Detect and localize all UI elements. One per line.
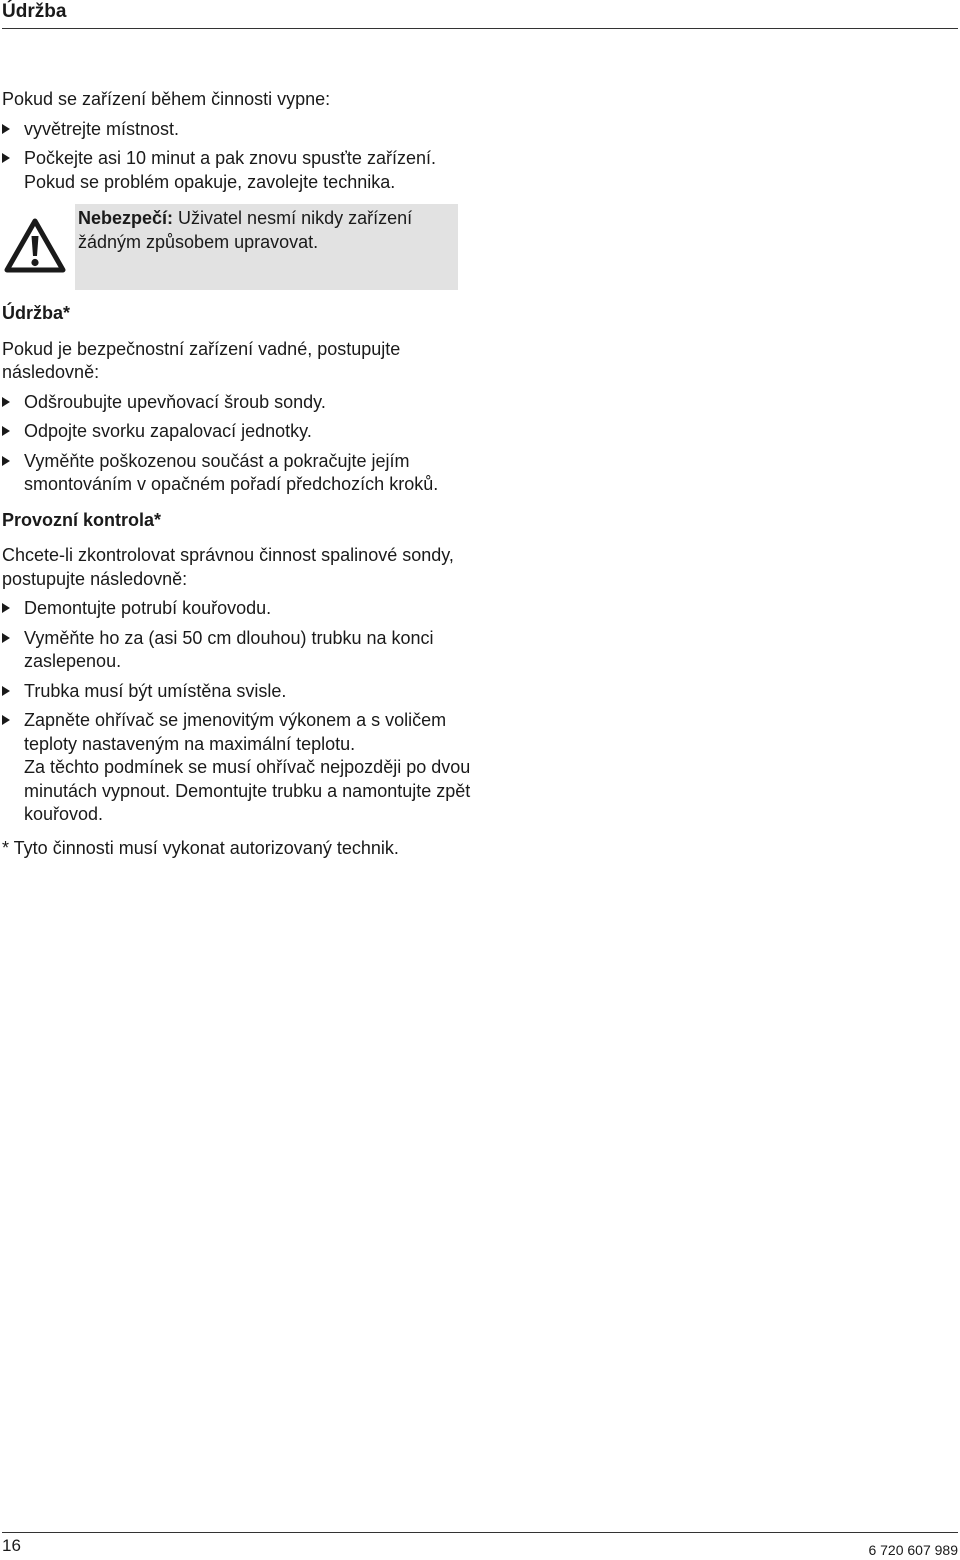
- list-item-text: Odpojte svorku zapalovací jednotky.: [24, 421, 312, 441]
- bullet-arrow-icon: [2, 686, 10, 696]
- danger-label: Nebezpečí:: [78, 208, 174, 228]
- page-content: [2, 88, 472, 860]
- list-item: [2, 597, 472, 621]
- list-item-text: Demontujte potrubí kouřovodu.: [24, 598, 272, 618]
- list-item-text: Trubka musí být umístěna svisle.: [24, 680, 287, 701]
- bullet-arrow-icon: [2, 124, 10, 134]
- list-item: [2, 450, 472, 497]
- list-item-text: Vyměňte poškozenou součást a pokračujte jejím smontováním v opačném pořadí předchozích kroků.: [24, 450, 439, 494]
- shutdown-intro: Pokud se zařízení během činnosti vypne:: [2, 89, 331, 109]
- footnote: * Tyto činnosti musí vykonat autorizovaný technik.: [2, 837, 399, 858]
- page-footer: [2, 1532, 958, 1560]
- list-item: [2, 118, 472, 142]
- bullet-arrow-icon: [2, 456, 10, 466]
- list-item: [2, 147, 472, 194]
- bullet-arrow-icon: [2, 426, 10, 436]
- list-item-text: Počkejte asi 10 minut a pak znovu spusťte zařízení. Pokud se problém opakuje, zavolejte technika.: [24, 148, 436, 192]
- list-item: [2, 680, 472, 704]
- bullet-arrow-icon: [2, 633, 10, 643]
- maintenance-heading: Údržba*: [2, 303, 71, 323]
- list-item-text: Vyměňte ho za (asi 50 cm dlouhou) trubku na konci zaslepenou.: [24, 627, 434, 671]
- danger-notice-text: [78, 207, 448, 254]
- list-item-text: Odšroubujte upevňovací šroub sondy.: [24, 391, 326, 412]
- document-number: 6 720 607 989: [868, 1542, 958, 1558]
- bullet-arrow-icon: [2, 397, 10, 407]
- list-item: [2, 420, 472, 444]
- page-title: Údržba: [2, 1, 67, 22]
- bullet-arrow-icon: [2, 153, 10, 163]
- list-item-text: vyvětrejte místnost.: [24, 118, 180, 139]
- page-header: [2, 0, 958, 29]
- page-number: 16: [2, 1536, 21, 1555]
- operational-check-heading: Provozní kontrola*: [2, 509, 162, 530]
- maintenance-intro: Pokud je bezpečnostní zařízení vadné, postupujte následovně:: [2, 338, 401, 382]
- bullet-arrow-icon: [2, 603, 10, 613]
- list-item-text: Zapněte ohřívač se jmenovitým výkonem a s voličem teploty nastaveným na maximální teplotu. Za těchto podmínek se musí ohřívač nejpozději po dvou minutách vypnout. Demontujte trubku a namontujte zpět kouřovod.: [24, 710, 471, 824]
- danger-notice-box: [75, 204, 458, 290]
- danger-message: Uživatel nesmí nikdy zařízení žádným způsobem upravovat.: [78, 208, 413, 252]
- bullet-arrow-icon: [2, 715, 10, 725]
- operational-check-intro: Chcete-li zkontrolovat správnou činnost spalinové sondy, postupujte následovně:: [2, 545, 454, 589]
- danger-notice: [2, 204, 458, 290]
- warning-triangle-icon: [4, 218, 66, 274]
- list-item: [2, 627, 472, 674]
- list-item: [2, 709, 472, 827]
- list-item: [2, 391, 472, 415]
